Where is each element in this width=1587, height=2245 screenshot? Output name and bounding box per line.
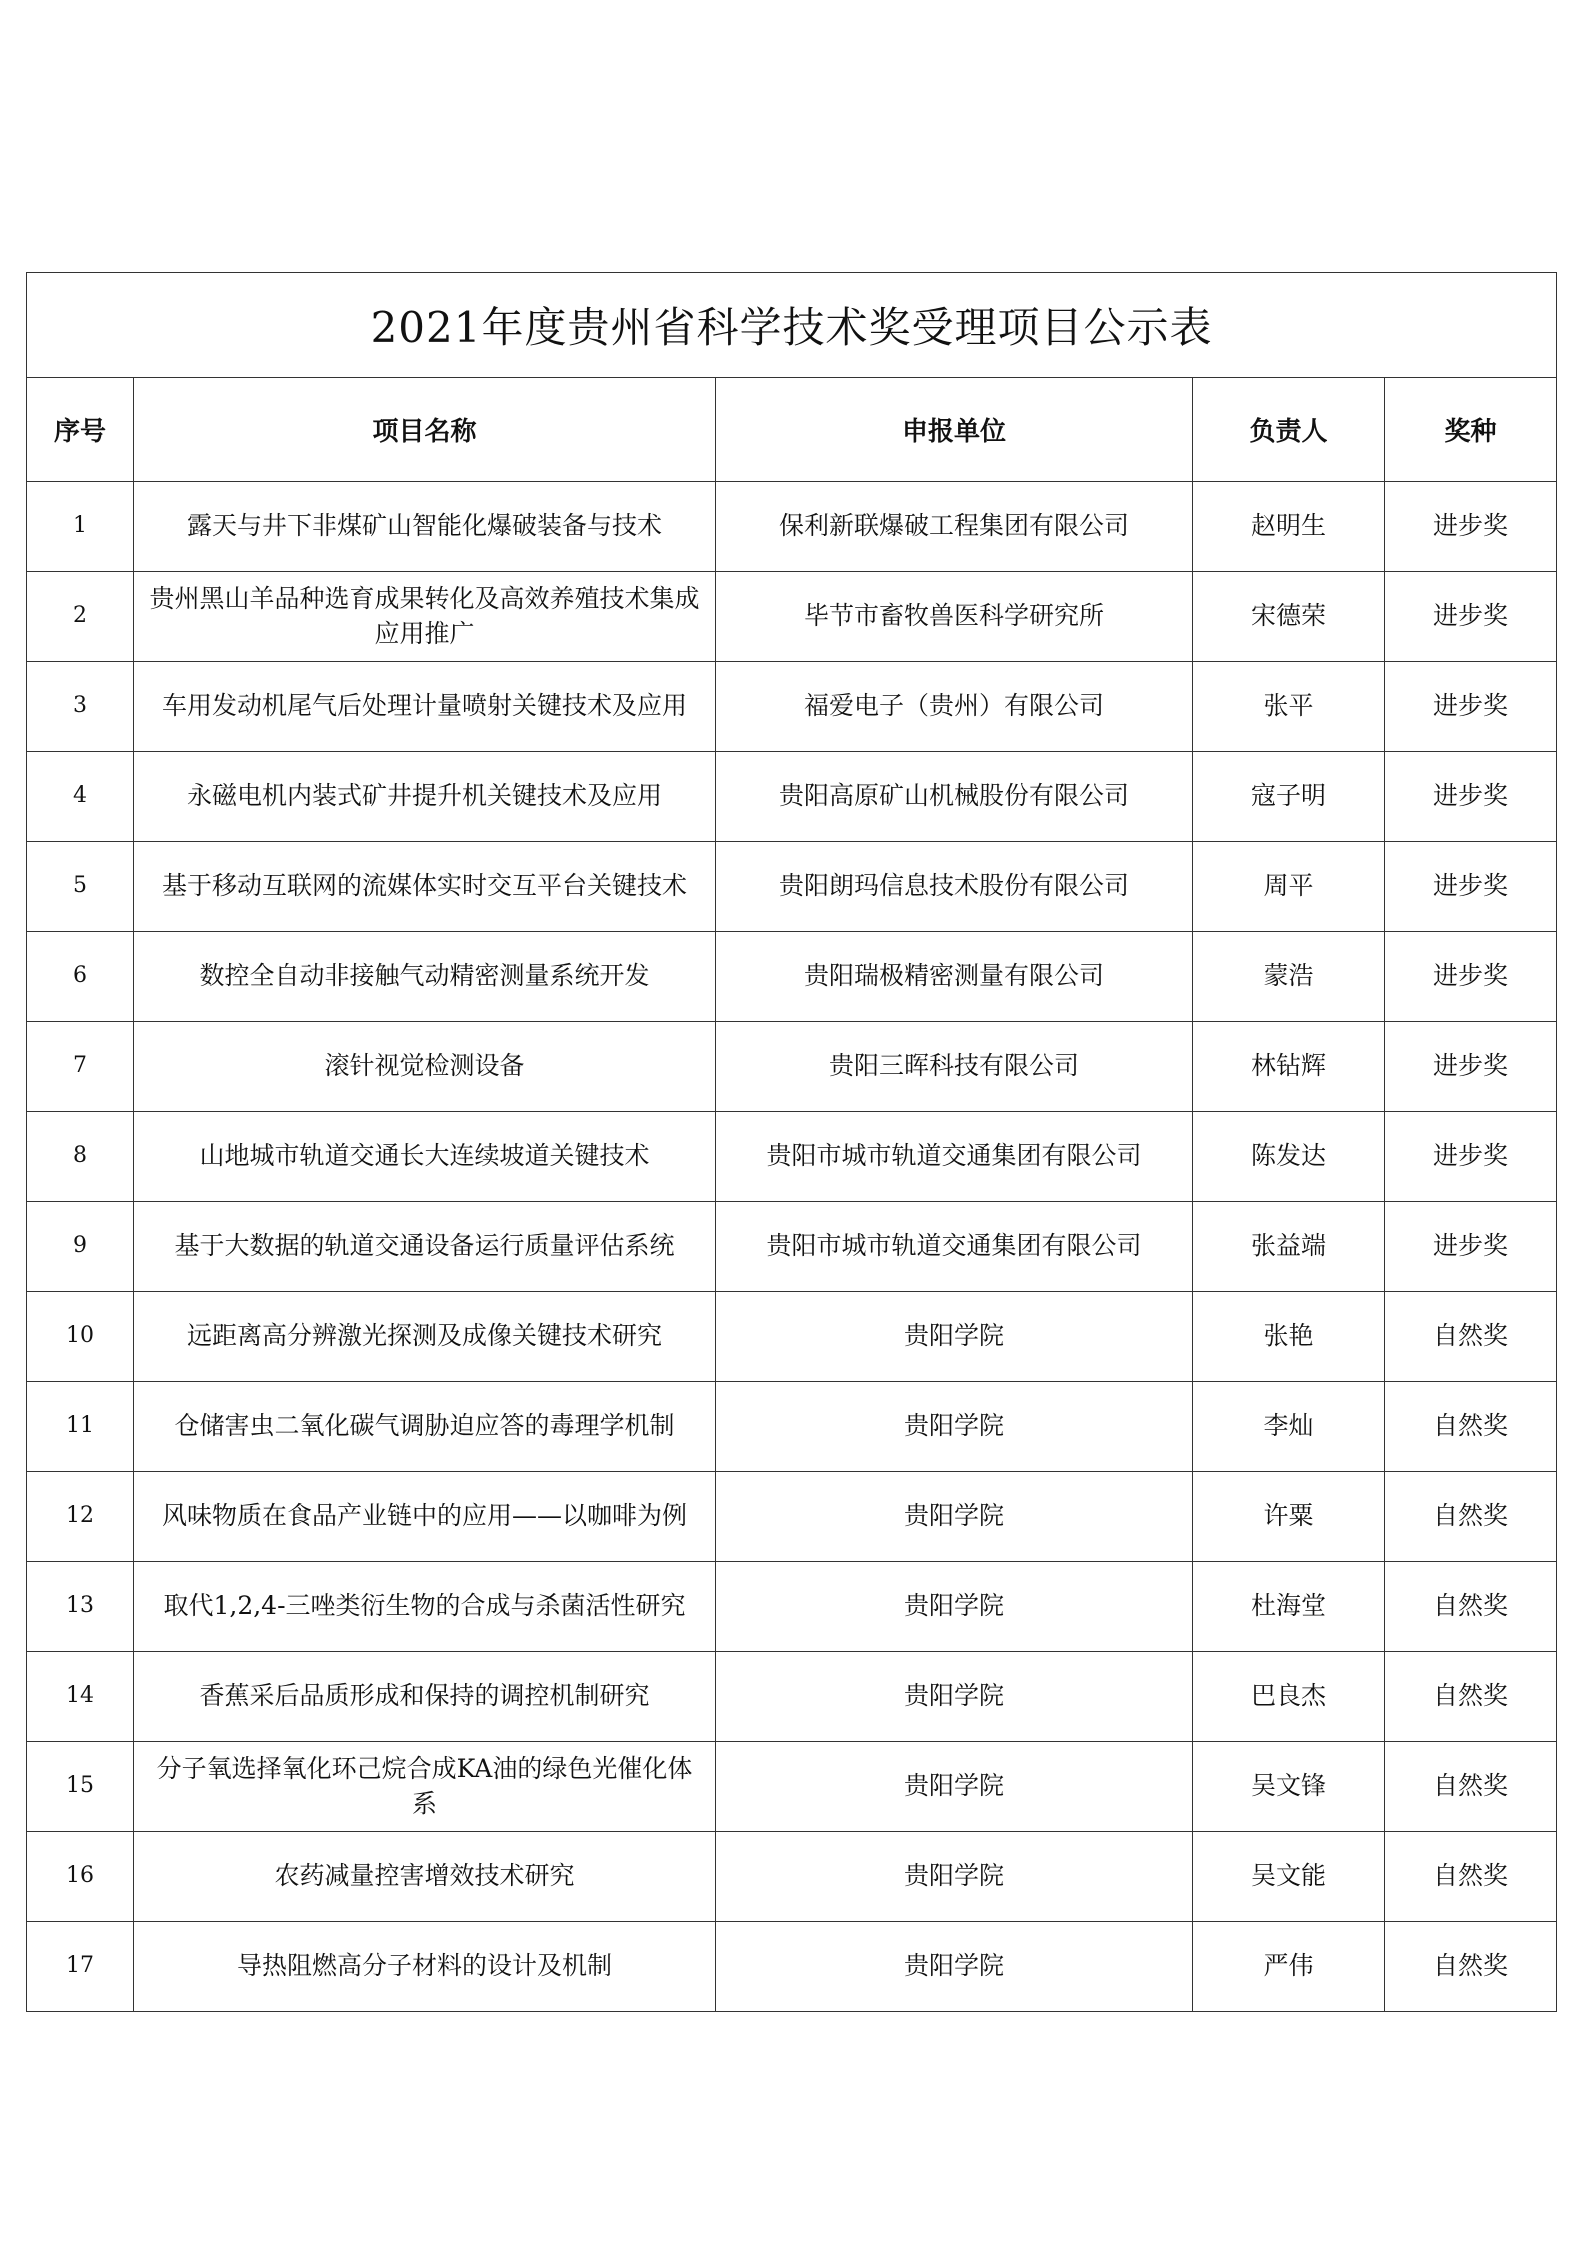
cell-project-name: 车用发动机尾气后处理计量喷射关键技术及应用 — [134, 662, 716, 752]
cell-leader: 杜海堂 — [1193, 1562, 1385, 1652]
cell-seq: 4 — [27, 752, 134, 842]
cell-project-name: 导热阻燃高分子材料的设计及机制 — [134, 1922, 716, 2012]
cell-leader: 张艳 — [1193, 1292, 1385, 1382]
cell-leader: 蒙浩 — [1193, 932, 1385, 1022]
table-row — [27, 1922, 1557, 2012]
cell-applicant-unit: 贵阳学院 — [716, 1652, 1193, 1742]
cell-award-type: 自然奖 — [1385, 1742, 1557, 1832]
header-row — [27, 378, 1557, 482]
cell-award-type: 进步奖 — [1385, 572, 1557, 662]
cell-project-name: 农药减量控害增效技术研究 — [134, 1832, 716, 1922]
cell-leader: 林钻辉 — [1193, 1022, 1385, 1112]
cell-seq: 1 — [27, 482, 134, 572]
table-row — [27, 482, 1557, 572]
table-row — [27, 842, 1557, 932]
cell-applicant-unit: 福爱电子（贵州）有限公司 — [716, 662, 1193, 752]
cell-applicant-unit: 贵阳学院 — [716, 1382, 1193, 1472]
table-row — [27, 572, 1557, 662]
cell-project-name: 贵州黑山羊品种选育成果转化及高效养殖技术集成应用推广 — [134, 572, 716, 662]
cell-project-name: 风味物质在食品产业链中的应用——以咖啡为例 — [134, 1472, 716, 1562]
cell-applicant-unit: 贵阳市城市轨道交通集团有限公司 — [716, 1112, 1193, 1202]
cell-project-name: 仓储害虫二氧化碳气调胁迫应答的毒理学机制 — [134, 1382, 716, 1472]
cell-project-name: 香蕉采后品质形成和保持的调控机制研究 — [134, 1652, 716, 1742]
cell-award-type: 进步奖 — [1385, 1112, 1557, 1202]
cell-project-name: 取代1,2,4-三唑类衍生物的合成与杀菌活性研究 — [134, 1562, 716, 1652]
table-row — [27, 1652, 1557, 1742]
table-row — [27, 1472, 1557, 1562]
cell-applicant-unit: 毕节市畜牧兽医科学研究所 — [716, 572, 1193, 662]
table-row — [27, 1742, 1557, 1832]
cell-applicant-unit: 贵阳瑞极精密测量有限公司 — [716, 932, 1193, 1022]
cell-leader: 宋德荣 — [1193, 572, 1385, 662]
header-award-type: 奖种 — [1385, 378, 1557, 482]
table-body — [27, 482, 1557, 2012]
cell-project-name: 山地城市轨道交通长大连续坡道关键技术 — [134, 1112, 716, 1202]
cell-award-type: 自然奖 — [1385, 1562, 1557, 1652]
cell-applicant-unit: 贵阳市城市轨道交通集团有限公司 — [716, 1202, 1193, 1292]
cell-award-type: 进步奖 — [1385, 752, 1557, 842]
table-title: 2021年度贵州省科学技术奖受理项目公示表 — [27, 273, 1557, 378]
cell-leader: 张益端 — [1193, 1202, 1385, 1292]
cell-applicant-unit: 贵阳朗玛信息技术股份有限公司 — [716, 842, 1193, 932]
cell-seq: 13 — [27, 1562, 134, 1652]
cell-seq: 8 — [27, 1112, 134, 1202]
cell-seq: 12 — [27, 1472, 134, 1562]
cell-seq: 7 — [27, 1022, 134, 1112]
table-row — [27, 1562, 1557, 1652]
table-row — [27, 1022, 1557, 1112]
cell-leader: 赵明生 — [1193, 482, 1385, 572]
award-table — [26, 272, 1557, 2012]
cell-applicant-unit: 贵阳学院 — [716, 1472, 1193, 1562]
cell-award-type: 自然奖 — [1385, 1832, 1557, 1922]
table-row — [27, 662, 1557, 752]
header-leader: 负责人 — [1193, 378, 1385, 482]
cell-leader: 张平 — [1193, 662, 1385, 752]
cell-seq: 6 — [27, 932, 134, 1022]
cell-award-type: 进步奖 — [1385, 1022, 1557, 1112]
cell-leader: 吴文锋 — [1193, 1742, 1385, 1832]
header-project-name: 项目名称 — [134, 378, 716, 482]
cell-award-type: 自然奖 — [1385, 1382, 1557, 1472]
cell-applicant-unit: 贵阳学院 — [716, 1922, 1193, 2012]
cell-seq: 15 — [27, 1742, 134, 1832]
cell-seq: 9 — [27, 1202, 134, 1292]
table-row — [27, 752, 1557, 842]
table-row — [27, 1112, 1557, 1202]
table-row — [27, 1292, 1557, 1382]
table-row — [27, 932, 1557, 1022]
cell-seq: 3 — [27, 662, 134, 752]
cell-seq: 14 — [27, 1652, 134, 1742]
table-row — [27, 1382, 1557, 1472]
cell-project-name: 滚针视觉检测设备 — [134, 1022, 716, 1112]
table-row — [27, 1202, 1557, 1292]
cell-project-name: 分子氧选择氧化环己烷合成KA油的绿色光催化体系 — [134, 1742, 716, 1832]
cell-leader: 寇子明 — [1193, 752, 1385, 842]
cell-leader: 巴良杰 — [1193, 1652, 1385, 1742]
cell-leader: 严伟 — [1193, 1922, 1385, 2012]
cell-award-type: 自然奖 — [1385, 1652, 1557, 1742]
cell-applicant-unit: 贵阳学院 — [716, 1562, 1193, 1652]
cell-project-name: 基于大数据的轨道交通设备运行质量评估系统 — [134, 1202, 716, 1292]
header-seq: 序号 — [27, 378, 134, 482]
cell-seq: 11 — [27, 1382, 134, 1472]
cell-applicant-unit: 贵阳学院 — [716, 1742, 1193, 1832]
cell-leader: 李灿 — [1193, 1382, 1385, 1472]
cell-leader: 周平 — [1193, 842, 1385, 932]
cell-award-type: 进步奖 — [1385, 932, 1557, 1022]
table-row — [27, 1832, 1557, 1922]
cell-seq: 2 — [27, 572, 134, 662]
cell-project-name: 远距离高分辨激光探测及成像关键技术研究 — [134, 1292, 716, 1382]
cell-applicant-unit: 贵阳学院 — [716, 1292, 1193, 1382]
header-applicant-unit: 申报单位 — [716, 378, 1193, 482]
cell-applicant-unit: 保利新联爆破工程集团有限公司 — [716, 482, 1193, 572]
cell-award-type: 自然奖 — [1385, 1922, 1557, 2012]
cell-award-type: 进步奖 — [1385, 1202, 1557, 1292]
cell-project-name: 永磁电机内装式矿井提升机关键技术及应用 — [134, 752, 716, 842]
cell-leader: 陈发达 — [1193, 1112, 1385, 1202]
cell-project-name: 数控全自动非接触气动精密测量系统开发 — [134, 932, 716, 1022]
cell-leader: 许粟 — [1193, 1472, 1385, 1562]
cell-award-type: 进步奖 — [1385, 842, 1557, 932]
cell-seq: 10 — [27, 1292, 134, 1382]
cell-project-name: 露天与井下非煤矿山智能化爆破装备与技术 — [134, 482, 716, 572]
cell-seq: 16 — [27, 1832, 134, 1922]
cell-award-type: 进步奖 — [1385, 662, 1557, 752]
cell-leader: 吴文能 — [1193, 1832, 1385, 1922]
cell-award-type: 进步奖 — [1385, 482, 1557, 572]
cell-applicant-unit: 贵阳学院 — [716, 1832, 1193, 1922]
cell-applicant-unit: 贵阳高原矿山机械股份有限公司 — [716, 752, 1193, 842]
cell-applicant-unit: 贵阳三晖科技有限公司 — [716, 1022, 1193, 1112]
cell-award-type: 自然奖 — [1385, 1472, 1557, 1562]
cell-seq: 5 — [27, 842, 134, 932]
cell-seq: 17 — [27, 1922, 134, 2012]
cell-project-name: 基于移动互联网的流媒体实时交互平台关键技术 — [134, 842, 716, 932]
cell-award-type: 自然奖 — [1385, 1292, 1557, 1382]
